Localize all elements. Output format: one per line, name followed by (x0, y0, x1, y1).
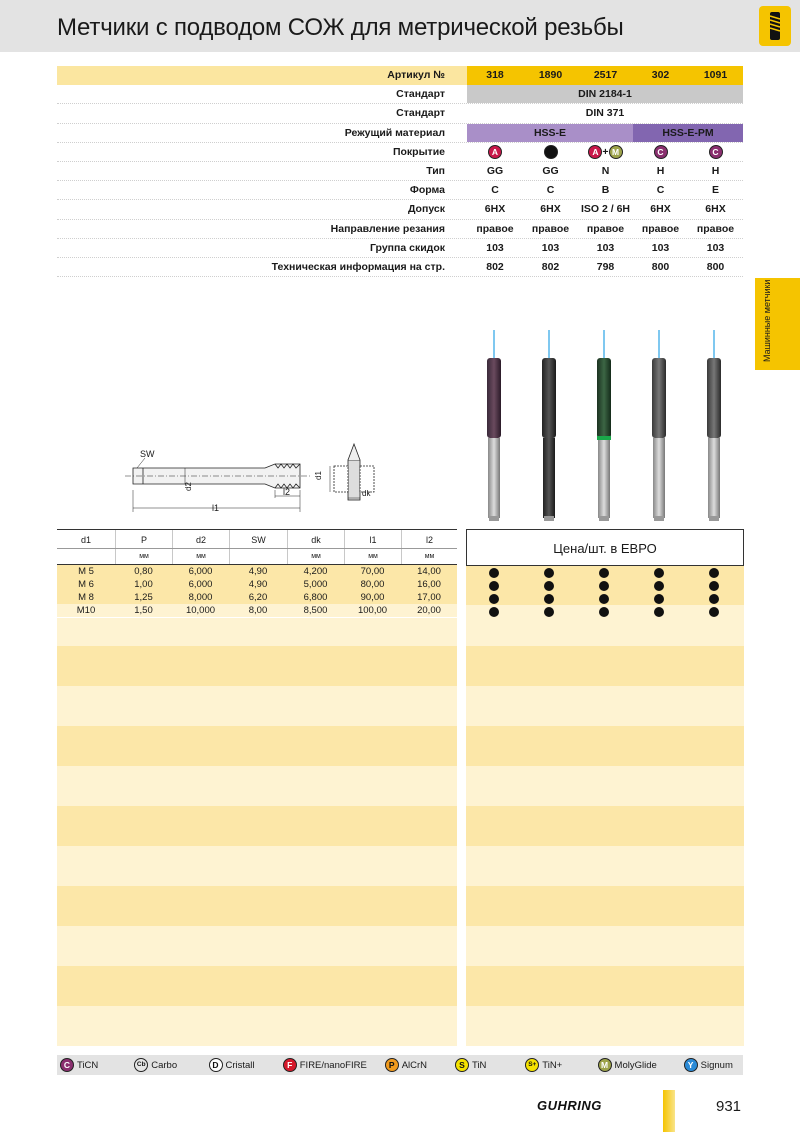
standard-value: DIN 2184-1 (467, 85, 743, 103)
type-value: H (656, 164, 665, 177)
cell-l1: 90,00 (360, 592, 385, 603)
cell-d1: M10 (76, 605, 96, 616)
spec-label: Форма (409, 184, 445, 197)
column-header: P (115, 530, 172, 548)
side-tab-label: Машинные метчики (762, 279, 772, 362)
coating-badge-icon (544, 145, 558, 159)
unit-label: мм (344, 549, 401, 564)
drawing-label-d1: d1 (313, 471, 323, 480)
spec-row-material (57, 124, 743, 143)
table-row[interactable] (57, 565, 457, 578)
dimensions-table (57, 529, 457, 617)
empty-band (466, 926, 744, 966)
unit-label (57, 549, 115, 564)
spec-label: Техническая информация на стр. (271, 260, 445, 273)
fire-icon: F (283, 1058, 297, 1072)
table-row[interactable] (57, 578, 457, 591)
cell-sw: 8,00 (248, 605, 268, 616)
empty-band (57, 766, 457, 806)
cell-p: 1,00 (134, 579, 153, 590)
coating-badge-icon: C (709, 145, 723, 159)
material-value: HSS-E (467, 124, 633, 142)
empty-band (466, 886, 744, 926)
empty-band (57, 1006, 457, 1046)
tap-1 (487, 330, 501, 521)
available-dot-icon (489, 581, 499, 591)
techinfo-page[interactable]: 802 (486, 260, 504, 273)
coating-badge-icon: M (609, 145, 623, 159)
type-value: GG (542, 164, 559, 177)
legend-label: TiCN (77, 1059, 99, 1071)
type-value: N (601, 164, 610, 177)
coating-cell (467, 143, 523, 161)
spec-label: Группа скидок (370, 241, 445, 254)
molyglide-icon: M (598, 1058, 612, 1072)
tolerance-value: ISO 2 / 6H (580, 203, 631, 216)
tin-icon: S (455, 1058, 469, 1072)
available-dot-icon (709, 568, 719, 578)
spec-label: Режущий материал (344, 126, 445, 139)
spec-label: Допуск (407, 203, 445, 216)
cell-l1: 80,00 (360, 579, 385, 590)
availability-row (466, 605, 744, 618)
available-dot-icon (599, 607, 609, 617)
form-value: E (711, 184, 719, 197)
coating-badge-icon: A (488, 145, 502, 159)
empty-band (57, 926, 457, 966)
tolerance-value: 6HX (540, 203, 561, 216)
table-header (57, 529, 457, 549)
empty-band (466, 618, 744, 646)
plus-sign: + (602, 145, 609, 158)
article-number: 318 (486, 69, 504, 81)
cell-l2: 20,00 (417, 605, 441, 616)
spec-row-coating (57, 143, 743, 162)
available-dot-icon (709, 581, 719, 591)
tap-2 (542, 330, 556, 521)
article-number: 302 (651, 69, 670, 81)
available-dot-icon (709, 594, 719, 604)
table-row[interactable] (57, 604, 457, 617)
legend-item (60, 1058, 131, 1072)
cell-sw: 6,20 (248, 592, 268, 603)
legend-item (209, 1058, 280, 1072)
spec-row-tolerance (57, 200, 743, 219)
direction-value: правое (476, 222, 514, 235)
availability-row (466, 566, 744, 579)
availability-row (466, 579, 744, 592)
discount-value: 103 (651, 241, 670, 254)
type-value: H (711, 164, 720, 177)
column-header: SW (229, 530, 287, 548)
spec-row-form (57, 181, 743, 200)
legend-label: MolyGlide (614, 1059, 657, 1071)
empty-band (466, 806, 744, 846)
table-units (57, 549, 457, 565)
form-value: B (601, 184, 610, 197)
available-dot-icon (599, 594, 609, 604)
unit-label: мм (401, 549, 457, 564)
carbo-icon: Cb (134, 1058, 148, 1072)
article-number: 2517 (593, 69, 618, 81)
available-dot-icon (489, 594, 499, 604)
drawing-label-d2: d2 (183, 482, 193, 491)
cross-section-drawing (320, 440, 390, 510)
coating-badge-icon: A (588, 145, 602, 159)
legend-label: Signum (700, 1059, 733, 1071)
empty-band (466, 966, 744, 1006)
spec-label: Стандарт (396, 88, 445, 101)
cristall-icon: D (209, 1058, 223, 1072)
article-number: 1890 (538, 69, 563, 81)
cell-d2: 8,000 (188, 592, 213, 603)
discount-value: 103 (486, 241, 504, 254)
drawing-label-l1: l1 (212, 503, 220, 513)
legend-label: TiN+ (542, 1059, 563, 1071)
available-dot-icon (544, 581, 554, 591)
page-header (0, 0, 800, 52)
empty-band (57, 846, 457, 886)
spec-label: Артикул № (57, 66, 449, 85)
unit-label: мм (115, 549, 172, 564)
coating-cell (633, 143, 688, 161)
spec-row-type (57, 162, 743, 181)
cell-d1: M 8 (78, 592, 94, 603)
standard-value: DIN 371 (585, 107, 625, 120)
form-value: C (491, 184, 499, 197)
spec-row-techinfo (57, 258, 743, 277)
availability-dots (466, 566, 744, 618)
legend-label: FIRE/nanoFIRE (299, 1059, 367, 1071)
availability-row (466, 592, 744, 605)
cell-p: 1,25 (134, 592, 153, 603)
available-dot-icon (709, 607, 719, 617)
form-value: C (656, 184, 665, 197)
column-header: dk (287, 530, 344, 548)
spec-row-standard1 (57, 85, 743, 104)
table-row[interactable] (57, 591, 457, 604)
spec-label: Стандарт (396, 107, 445, 120)
tolerance-value: 6HX (705, 203, 726, 216)
empty-band (57, 806, 457, 846)
discount-value: 103 (596, 241, 615, 254)
cell-d2: 6,000 (188, 579, 213, 590)
page-title: Метчики с подводом СОЖ для метрической резьбы (57, 14, 624, 41)
tolerance-value: 6HX (650, 203, 671, 216)
cell-l1: 100,00 (357, 605, 388, 616)
available-dot-icon (544, 568, 554, 578)
empty-band (57, 966, 457, 1006)
empty-band (466, 646, 744, 686)
available-dot-icon (654, 607, 664, 617)
direction-value: правое (531, 222, 570, 235)
direction-value: правое (641, 222, 680, 235)
tin-plus-icon: S+ (525, 1058, 539, 1072)
direction-value: правое (696, 222, 735, 235)
unit-label: мм (287, 549, 344, 564)
available-dot-icon (489, 607, 499, 617)
empty-band (466, 1006, 744, 1046)
price-header: Цена/шт. в ЕВРО (466, 529, 744, 566)
available-dot-icon (489, 568, 499, 578)
ticn-icon: C (60, 1058, 74, 1072)
empty-band (57, 726, 457, 766)
unit-label (229, 549, 287, 564)
spec-label: Покрытие (392, 145, 445, 158)
cell-dk: 4,200 (303, 566, 328, 577)
cell-d1: M 6 (78, 579, 94, 590)
available-dot-icon (654, 594, 664, 604)
spec-label: Тип (426, 164, 445, 177)
drawing-label-l2: l2 (283, 487, 291, 497)
coating-cell (523, 143, 578, 161)
column-header: l2 (401, 530, 457, 548)
legend-label: TiN (471, 1059, 487, 1071)
legend-item (525, 1058, 594, 1072)
cell-dk: 8,500 (303, 605, 328, 616)
cell-sw: 4,90 (248, 566, 268, 577)
available-dot-icon (599, 581, 609, 591)
available-dot-icon (544, 594, 554, 604)
legend-label: Cristall (225, 1059, 255, 1071)
cell-l2: 17,00 (417, 592, 441, 603)
empty-band (57, 618, 457, 646)
cell-p: 0,80 (134, 566, 153, 577)
legend-item (598, 1058, 681, 1072)
tolerance-value: 6HX (484, 203, 506, 216)
tap-3 (597, 330, 611, 521)
empty-band (466, 766, 744, 806)
coating-cell (688, 143, 743, 161)
empty-band (466, 846, 744, 886)
spec-row-article (57, 66, 743, 85)
cell-l2: 14,00 (417, 566, 441, 577)
discount-value: 103 (706, 241, 725, 254)
techinfo-page[interactable]: 800 (706, 260, 725, 273)
cell-dk: 6,800 (303, 592, 328, 603)
available-dot-icon (544, 607, 554, 617)
cell-d2: 6,000 (188, 566, 213, 577)
legend-item (455, 1058, 522, 1072)
available-dot-icon (599, 568, 609, 578)
column-header: d1 (80, 535, 91, 545)
type-value: GG (486, 164, 504, 177)
drawing-label-dk: dk (362, 489, 371, 498)
article-number: 1091 (703, 69, 728, 81)
spec-row-standard2 (57, 104, 743, 123)
tap-icon (759, 6, 791, 46)
cell-l2: 16,00 (417, 579, 441, 590)
cell-d1: M 5 (78, 566, 94, 577)
cell-d2: 10,000 (185, 605, 216, 616)
cell-dk: 5,000 (303, 579, 328, 590)
empty-band (57, 686, 457, 726)
techinfo-page[interactable]: 798 (596, 260, 615, 273)
coating-legend (57, 1055, 743, 1075)
techinfo-page[interactable]: 802 (541, 260, 560, 273)
footer-accent-bar (663, 1090, 675, 1132)
material-value: HSS-E-PM (633, 124, 743, 142)
column-header: l1 (344, 530, 401, 548)
legend-item (684, 1058, 743, 1072)
cell-sw: 4,90 (248, 579, 268, 590)
cell-l1: 70,00 (360, 566, 385, 577)
taps-product-photo (470, 330, 740, 525)
legend-item (283, 1058, 382, 1072)
unit-label: мм (172, 549, 229, 564)
spec-row-direction (57, 220, 743, 239)
column-header: d2 (172, 530, 229, 548)
tap-4 (652, 330, 666, 521)
empty-band (57, 886, 457, 926)
empty-band (57, 646, 457, 686)
available-dot-icon (654, 581, 664, 591)
spec-row-discount (57, 239, 743, 258)
guhring-logo: GUHRING (537, 1098, 602, 1113)
empty-band (466, 726, 744, 766)
techinfo-page[interactable]: 800 (651, 260, 670, 273)
alcrn-icon: P (385, 1058, 399, 1072)
spec-label: Направление резания (330, 222, 445, 235)
coating-badge-icon: C (654, 145, 668, 159)
available-dot-icon (654, 568, 664, 578)
page-number: 931 (716, 1098, 742, 1115)
tap-5 (707, 330, 721, 521)
form-value: C (546, 184, 555, 197)
legend-item (134, 1058, 205, 1072)
legend-label: AlCrN (401, 1059, 428, 1071)
signum-icon: Y (684, 1058, 698, 1072)
discount-value: 103 (541, 241, 560, 254)
legend-label: Carbo (151, 1059, 178, 1071)
cell-p: 1,50 (134, 605, 153, 616)
section-side-tab[interactable] (755, 278, 800, 370)
spec-table (57, 66, 743, 277)
empty-band (466, 686, 744, 726)
legend-item (385, 1058, 452, 1072)
coating-cell (578, 143, 633, 161)
direction-value: правое (586, 222, 625, 235)
drawing-label-sw: SW (140, 449, 155, 459)
